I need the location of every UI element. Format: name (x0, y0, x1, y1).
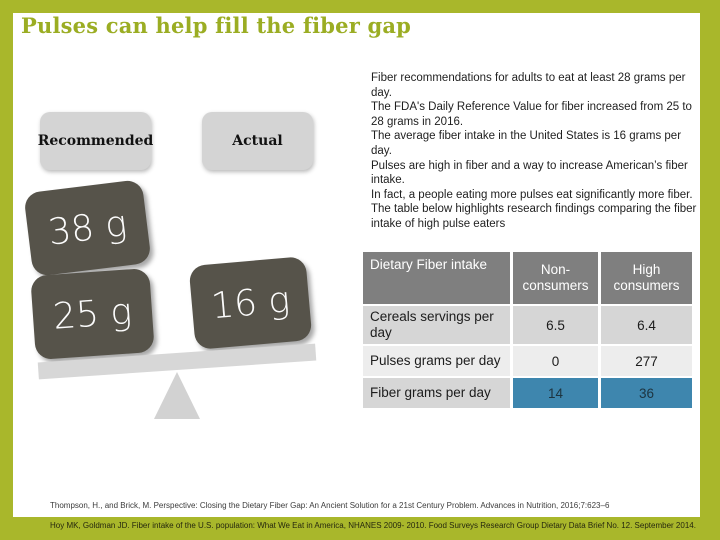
paragraph-fiber-recommendation: Fiber recommendations for adults to eat at least 28 grams per day. (371, 72, 686, 99)
table-cell-value-highlighted: 14 (513, 378, 598, 408)
citation-hoy: Hoy MK, Goldman JD. Fiber intake of the U.S. population: What We Eat in America, NHANES 2009- 2010. Food Surveys Research Group Dietary Data Brief No. 12. September 2014. (50, 521, 696, 530)
weight-value: 38 g (45, 202, 130, 254)
recommended-label (37, 112, 154, 170)
weight-box-25g (30, 268, 155, 360)
body-text-block (371, 71, 704, 232)
table-header-dietary-fiber: Dietary Fiber intake (363, 252, 510, 304)
actual-label-text: Actual (232, 133, 283, 149)
slide-content (13, 13, 700, 517)
table-cell-value: 277 (601, 346, 692, 376)
paragraph-average-intake: The average fiber intake in the United States is 16 grams per day. (371, 130, 682, 157)
table-cell-value-highlighted: 36 (601, 378, 692, 408)
weight-box-38g (23, 179, 151, 277)
paragraph-fda-value: The FDA's Daily Reference Value for fiber increased from 25 to 28 grams in 2016. (371, 101, 692, 128)
table-row-label: Fiber grams per day (363, 378, 510, 408)
table-header-non-consumers: Non-consumers (513, 252, 598, 304)
weight-value: 25 g (51, 290, 134, 338)
table-cell-value: 6.5 (513, 306, 598, 344)
paragraph-pulses-fiber: Pulses are high in fiber and a way to increase American’s fiber intake. (371, 159, 688, 187)
page-title: Pulses can help fill the fiber gap (21, 13, 412, 38)
table-row-label: Pulses grams per day (363, 346, 510, 376)
seesaw-fulcrum-triangle (154, 372, 200, 419)
actual-label (202, 112, 313, 170)
citation-thompson: Thompson, H., and Brick, M. Perspective: Closing the Dietary Fiber Gap: An Ancient Solution for a 21st Century Problem. Advances in Nutrition, 2016;7:623–6 (50, 501, 610, 510)
recommended-label-text: Recommended (37, 133, 154, 149)
weight-box-16g (189, 256, 313, 350)
table-header-high-consumers: High consumers (601, 252, 692, 304)
paragraph-table-intro: In fact, a people eating more pulses eat significantly more fiber. The table below highlights research findings comparing the fiber intake of high pulse eaters (371, 188, 697, 230)
fiber-intake-table (363, 252, 692, 408)
table-cell-value: 0 (513, 346, 598, 376)
table-cell-value: 6.4 (601, 306, 692, 344)
table-row-label: Cereals servings per day (363, 306, 510, 344)
weight-value: 16 g (209, 279, 292, 327)
